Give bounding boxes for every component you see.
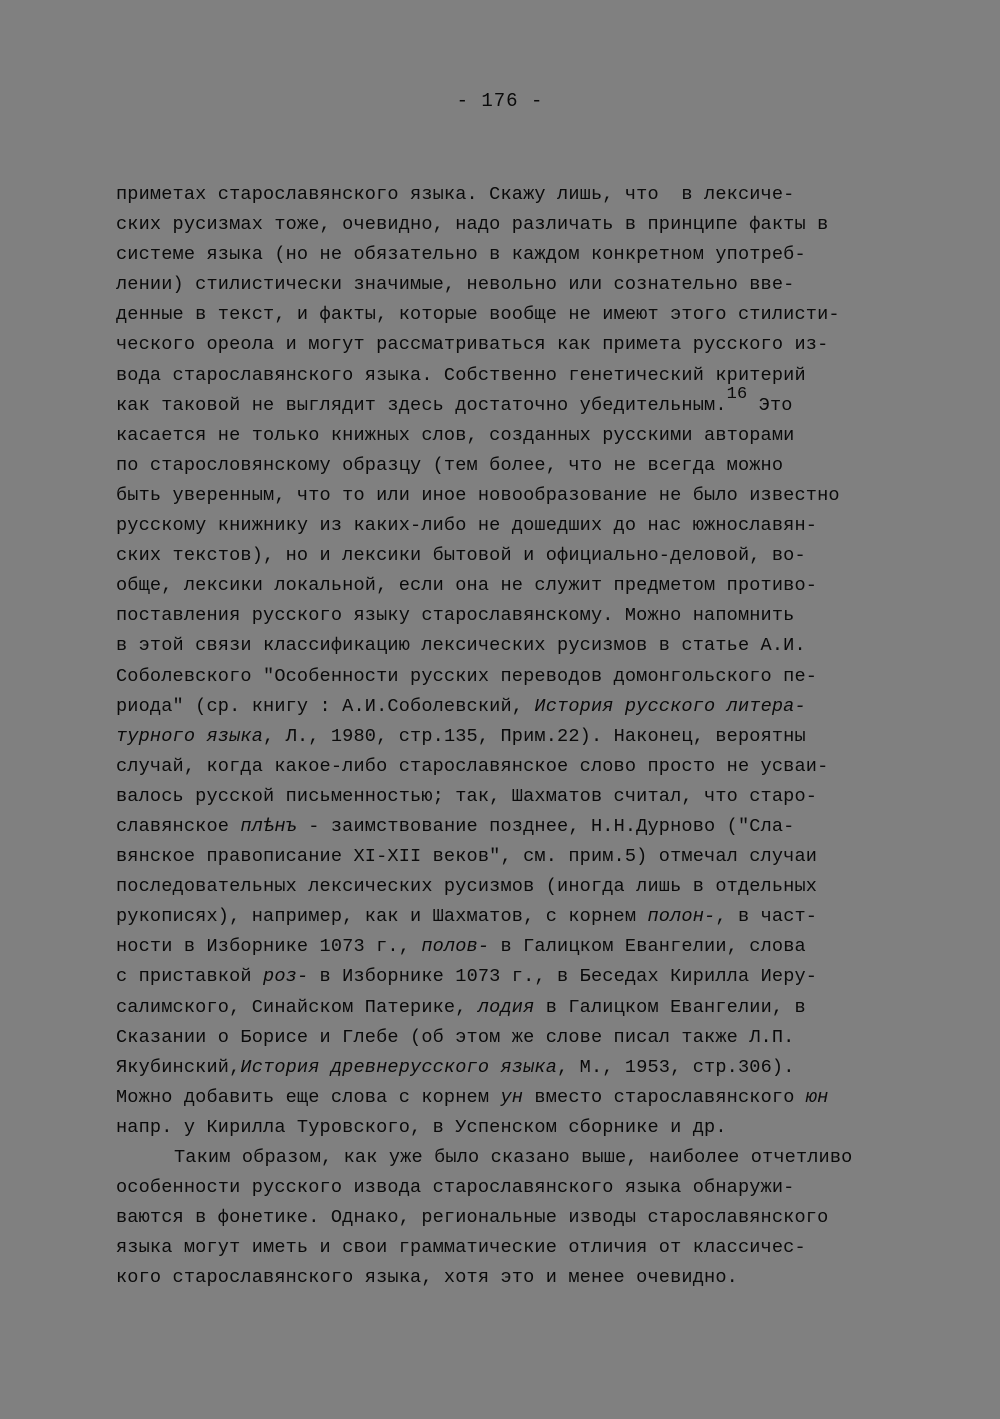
text-run: Это — [747, 394, 793, 416]
italic-term: турного языка — [116, 725, 264, 747]
text-run: , Л., 1980, стр.135, Прим.22). Наконец, вероятны — [263, 725, 806, 747]
text-run: приметах старославянского языка. Скажу лишь, что в лексиче- — [116, 184, 795, 205]
text-run: с приставкой — [116, 966, 264, 988]
text-run: в Галицком Евангелии, слова — [489, 936, 806, 958]
italic-term: История древнерусского языка — [240, 1056, 558, 1078]
text-line — [116, 481, 916, 511]
text-run: ваются в фонетике. Однако, региональные изводы старославянского — [116, 1207, 829, 1229]
text-run: ских русизмах тоже, очевидно, надо различать в принципе факты в — [116, 214, 829, 236]
text-line — [116, 962, 916, 992]
italic-term: роз- — [263, 966, 309, 988]
text-run: салимского, Синайском Патерике, — [116, 996, 478, 1018]
text-run: Можно добавить еще слова с корнем — [116, 1086, 501, 1108]
text-line — [116, 631, 916, 661]
text-run: ности в Изборнике 1073 г., — [116, 936, 422, 958]
text-run: риода" (ср. книгу : А.И.Соболевский, — [116, 695, 535, 717]
text-line — [116, 180, 916, 210]
text-run: касается не только книжных слов, созданных русскими авторами — [116, 424, 795, 446]
text-line — [116, 692, 916, 722]
text-run: , М., 1953, стр.306). — [557, 1056, 795, 1078]
text-line — [116, 240, 916, 270]
text-line — [116, 300, 916, 330]
text-run: обще, лексики локальной, если она не служит предметом противо- — [116, 575, 818, 597]
italic-term: плѣнъ — [240, 815, 297, 837]
text-line — [116, 662, 916, 692]
text-line — [116, 361, 916, 391]
italic-term: юн — [805, 1086, 829, 1108]
italic-term: полон- — [647, 906, 716, 928]
text-run: Сказании о Борисе и Глебе (об этом же слове писал также Л.П. — [116, 1026, 795, 1048]
text-run: русскому книжнику из каких-либо не дошедших до нас южнославян- — [116, 515, 818, 537]
text-line — [116, 1113, 916, 1143]
text-run: , в част- — [715, 906, 818, 928]
text-run: вода старославянского языка. Собственно генетический критерий — [116, 364, 806, 386]
text-run: ческого ореола и могут рассматриваться как примета русского из- — [116, 334, 829, 356]
text-line — [116, 722, 916, 752]
paragraph-start-line — [116, 1143, 916, 1173]
text-line — [116, 210, 916, 240]
text-line — [116, 902, 916, 932]
text-line — [116, 812, 916, 842]
text-line — [116, 872, 916, 902]
text-line — [116, 752, 916, 782]
text-line — [116, 330, 916, 360]
text-run: лении) стилистически значимые, невольно или сознательно вве- — [116, 274, 795, 296]
text-run: быть уверенным, что то или иное новообразование не было известно — [116, 484, 840, 506]
text-line — [116, 384, 916, 421]
text-line — [116, 541, 916, 571]
text-run: системе языка (но не обязательно в каждом конкретном употреб- — [116, 244, 806, 266]
text-line — [116, 842, 916, 872]
text-run: как таковой не выглядит здесь достаточно убедительным. — [116, 394, 727, 416]
text-line — [116, 1173, 916, 1203]
text-line — [116, 571, 916, 601]
text-line — [116, 270, 916, 300]
text-line — [116, 1203, 916, 1233]
text-run: Таким образом, как уже было сказано выше, наиболее отчетливо — [174, 1147, 853, 1168]
text-run: денные в текст, и факты, которые вообще не имеют этого стилисти- — [116, 304, 840, 326]
text-run: рукописях), например, как и Шахматов, с корнем — [116, 906, 648, 928]
text-run: поставления русского языку старославянскому. Можно напомнить — [116, 605, 795, 627]
text-line — [116, 782, 916, 812]
text-line — [116, 1263, 916, 1293]
text-run: вянское правописание XI-XII веков", см. прим.5) отмечал случаи — [116, 846, 818, 868]
text-run: валось русской письменностью; так, Шахматов считал, что старо- — [116, 785, 818, 807]
italic-term: лодия — [477, 996, 535, 1018]
italic-term: полов- — [421, 936, 490, 958]
text-run: славянское — [116, 815, 241, 837]
text-run: - заимствование позднее, Н.Н.Дурново ("Сла- — [296, 815, 795, 837]
text-run: кого старославянского языка, хотя это и менее очевидно. — [116, 1267, 738, 1289]
text-run: вместо старославянского — [523, 1086, 806, 1108]
text-run: напр. у Кирилла Туровского, в Успенском сборнике и др. — [116, 1116, 727, 1138]
italic-term: История русского литера- — [534, 695, 806, 717]
body-text — [116, 180, 916, 1293]
text-run: языка могут иметь и свои грамматические отличия от классичес- — [116, 1237, 806, 1259]
text-line — [116, 1053, 916, 1083]
text-run: последовательных лексических русизмов (иногда лишь в отдельных — [116, 876, 818, 898]
text-run: в Изборнике 1073 г., в Беседах Кирилла Иеру- — [308, 966, 818, 988]
text-line — [116, 451, 916, 481]
text-run: Якубинский, — [116, 1056, 241, 1078]
text-line — [116, 421, 916, 451]
footnote-marker: 16 — [726, 384, 748, 404]
text-line — [116, 1233, 916, 1263]
text-line — [116, 1023, 916, 1053]
text-run: особенности русского извода старославянского языка обнаружи- — [116, 1177, 795, 1199]
text-run: Соболевского "Особенности русских переводов домонгольского пе- — [116, 665, 818, 687]
page-number: - 176 - — [456, 90, 544, 112]
text-run: в этой связи классификацию лексических русизмов в статье А.И. — [116, 635, 806, 657]
text-run: ских текстов), но и лексики бытовой и официально-деловой, во- — [116, 545, 806, 567]
text-line — [116, 511, 916, 541]
text-run: случай, когда какое-либо старославянское слово просто не усваи- — [116, 755, 829, 777]
text-run: по старословянскому образцу (тем более, что не всегда можно — [116, 454, 784, 476]
text-line — [116, 993, 916, 1023]
text-line — [116, 1083, 916, 1113]
italic-term: ун — [500, 1086, 524, 1108]
text-line — [116, 601, 916, 631]
text-line — [116, 932, 916, 962]
text-run: в Галицком Евангелии, в — [534, 996, 806, 1018]
